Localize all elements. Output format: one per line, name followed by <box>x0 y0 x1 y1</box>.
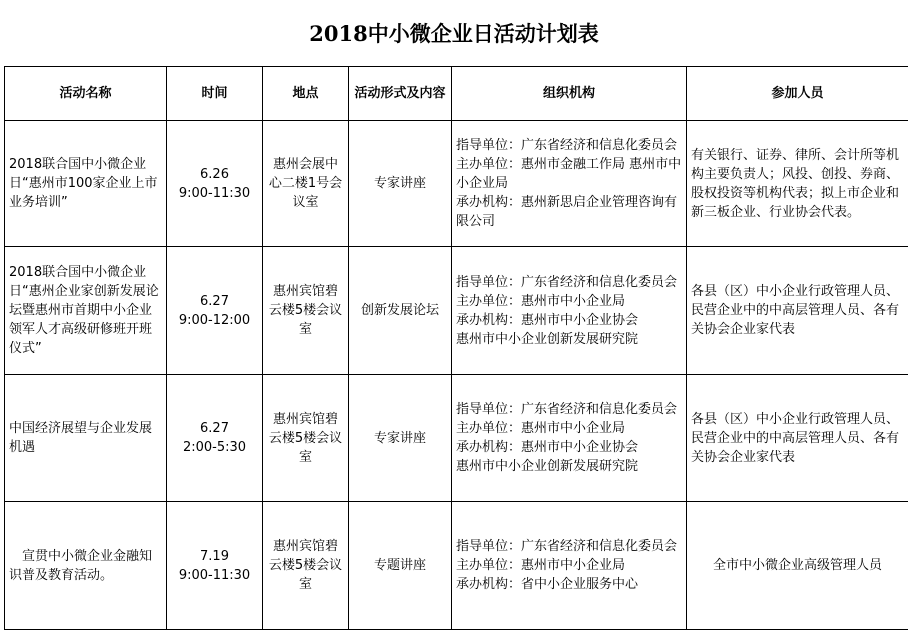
activity-name: 2018联合国中小微企业日“惠州市100家企业上市业务培训” <box>5 121 167 247</box>
activity-participants: 全市中小微企业高级管理人员 <box>687 502 908 630</box>
activity-participants: 有关银行、证券、律所、会计所等机构主要负责人；风投、创投、券商、股权投资等机构代表；拟上市企业和新三板企业、行业协会代表。 <box>687 121 908 247</box>
header-activity-name: 活动名称 <box>5 67 167 121</box>
activity-form: 创新发展论坛 <box>349 247 452 375</box>
table-row <box>5 375 908 502</box>
activity-location: 惠州会展中心二楼1号会议室 <box>263 121 349 247</box>
header-form: 活动形式及内容 <box>349 67 452 121</box>
header-time: 时间 <box>167 67 263 121</box>
header-location: 地点 <box>263 67 349 121</box>
activity-plan-table <box>4 66 908 630</box>
activity-time: 6.27 2:00-5:30 <box>167 375 263 502</box>
activity-organization: 指导单位：广东省经济和信息化委员会 主办单位：惠州市中小企业局 承办机构：惠州市中小企业协会 惠州市中小企业创新发展研究院 <box>452 247 687 375</box>
activity-name: 中国经济展望与企业发展机遇 <box>5 375 167 502</box>
activity-organization: 指导单位：广东省经济和信息化委员会 主办单位：惠州市中小企业局 承办机构：惠州市中小企业协会 惠州市中小企业创新发展研究院 <box>452 375 687 502</box>
activity-name: 宣贯中小微企业金融知识普及教育活动。 <box>5 502 167 630</box>
activity-organization: 指导单位：广东省经济和信息化委员会 主办单位：惠州市金融工作局 惠州市中小企业局 承办机构：惠州新思启企业管理咨询有限公司 <box>452 121 687 247</box>
activity-name: 2018联合国中小微企业日“惠州企业家创新发展论坛暨惠州市首期中小企业领军人才高级研修班开班仪式” <box>5 247 167 375</box>
activity-time: 6.26 9:00-11:30 <box>167 121 263 247</box>
table-row <box>5 502 908 630</box>
activity-form: 专家讲座 <box>349 121 452 247</box>
table-header-row <box>5 67 908 121</box>
activity-form: 专家讲座 <box>349 375 452 502</box>
activity-location: 惠州宾馆碧云楼5楼会议室 <box>263 502 349 630</box>
activity-form: 专题讲座 <box>349 502 452 630</box>
activity-time: 7.19 9:00-11:30 <box>167 502 263 630</box>
activity-location: 惠州宾馆碧云楼5楼会议室 <box>263 375 349 502</box>
activity-organization: 指导单位：广东省经济和信息化委员会 主办单位：惠州市中小企业局 承办机构：省中小企业服务中心 <box>452 502 687 630</box>
activity-participants: 各县（区）中小企业行政管理人员、民营企业中的中高层管理人员、各有关协会企业家代表 <box>687 247 908 375</box>
activity-participants: 各县（区）中小企业行政管理人员、民营企业中的中高层管理人员、各有关协会企业家代表 <box>687 375 908 502</box>
header-organization: 组织机构 <box>452 67 687 121</box>
table-row <box>5 121 908 247</box>
activity-location: 惠州宾馆碧云楼5楼会议室 <box>263 247 349 375</box>
table-row <box>5 247 908 375</box>
header-participants: 参加人员 <box>687 67 908 121</box>
activity-time: 6.27 9:00-12:00 <box>167 247 263 375</box>
page-title: 2018中小微企业日活动计划表 <box>309 21 599 46</box>
